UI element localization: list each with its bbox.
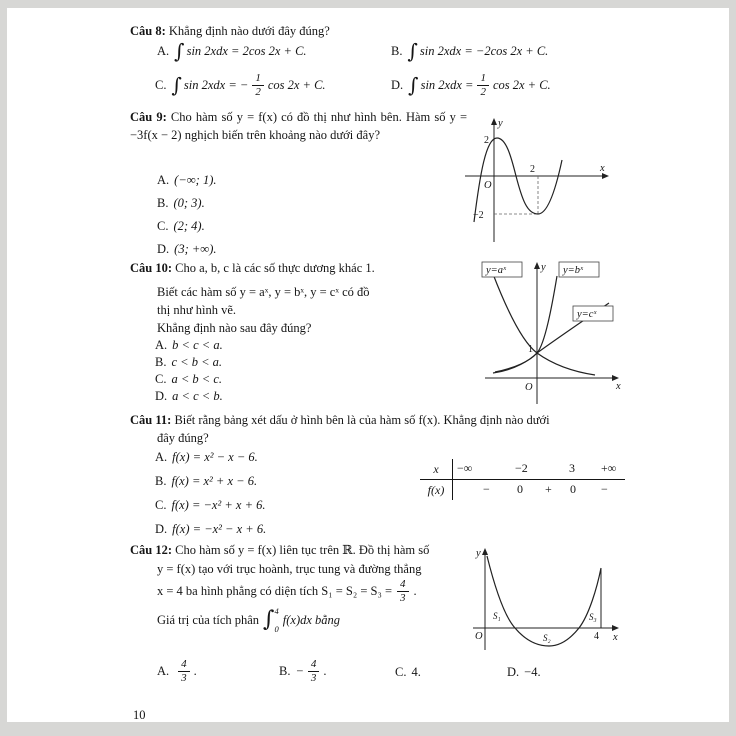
q9-option-b xyxy=(157,196,205,211)
line3-period: . xyxy=(413,584,417,599)
integral-sign: ∫ xyxy=(407,39,418,63)
option-formula: f(x) = −x² + x + 6. xyxy=(171,498,266,512)
q9-option-c xyxy=(157,219,205,234)
option-formula: f(x) = x² − x − 6. xyxy=(172,450,258,464)
q8-option-a xyxy=(157,41,307,61)
x-axis-label: x xyxy=(600,163,605,174)
origin-label: O xyxy=(475,631,483,642)
q12-label: Câu 12: xyxy=(130,543,173,557)
option-text: b < c < a. xyxy=(172,338,223,352)
fraction xyxy=(477,72,489,98)
y-min-tick: −2 xyxy=(473,210,484,221)
q12-line1: Cho hàm số y = f(x) liên tục trên ℝ. Đồ thị hàm số xyxy=(175,543,430,557)
integral-bounds xyxy=(275,606,279,634)
option-text: (2; 4). xyxy=(173,219,205,233)
option-letter: B. xyxy=(155,355,167,369)
option-text: 4. xyxy=(411,665,421,679)
option-period: . xyxy=(323,663,327,678)
y-max-tick: 2 xyxy=(484,135,489,146)
option-letter: C. xyxy=(395,665,407,679)
y-axis-label: y xyxy=(476,548,481,559)
q10-option-b xyxy=(155,355,222,370)
fraction xyxy=(178,658,190,684)
option-text: a < b < c. xyxy=(171,372,223,386)
fraction xyxy=(397,578,409,604)
region-s1-label: S₁ xyxy=(493,611,501,621)
sign-minus: − xyxy=(483,482,490,496)
q9-option-d xyxy=(157,242,217,257)
q12-area-graph xyxy=(465,544,627,656)
q10-option-c xyxy=(155,372,222,387)
option-letter: D. xyxy=(507,665,520,679)
q12-option-a xyxy=(157,658,197,684)
q11-option-d xyxy=(155,522,266,537)
option-formula: sin 2xdx = − xyxy=(183,77,249,92)
y-axis-label: y xyxy=(541,262,546,273)
option-text: a < c < b. xyxy=(172,389,223,403)
y-axis-label: y xyxy=(498,118,503,129)
q10-line2: thị như hình vẽ. xyxy=(157,303,236,317)
option-text: (−∞; 1). xyxy=(174,173,217,187)
q11-text1: Biết rằng bảng xét dấu ở hình bên là của hàm số f(x). Khẳng định nào dưới xyxy=(174,413,550,427)
sign-cells xyxy=(453,480,625,500)
x-axis-label: x xyxy=(616,381,621,392)
option-letter: C. xyxy=(155,498,167,512)
q9-label: Câu 9: xyxy=(130,110,167,124)
q12-line3 xyxy=(157,578,417,604)
document-page xyxy=(7,8,729,722)
origin-label: O xyxy=(484,180,492,191)
q9-option-a xyxy=(157,173,217,188)
x-axis-label: x xyxy=(613,632,618,643)
fraction-denominator: 3 xyxy=(308,671,320,685)
option-text: −4. xyxy=(524,665,541,679)
line4-text: Giá trị của tích phân xyxy=(157,613,260,627)
fraction xyxy=(252,72,264,98)
unit-tick: 1 xyxy=(528,344,533,355)
q9-cubic-graph xyxy=(459,114,614,248)
definite-integral xyxy=(263,606,279,634)
option-formula: sin 2xdx = 2cos 2x + C. xyxy=(186,43,307,58)
x-tick-4: 4 xyxy=(594,631,599,642)
option-letter: A. xyxy=(157,173,170,187)
option-text: c < b < a. xyxy=(171,355,223,369)
q12-line2: y = f(x) tạo với trục hoành, trục tung và đường thẳng xyxy=(157,562,422,576)
sign-plus: + xyxy=(545,482,552,496)
function-label: f(x) xyxy=(420,480,453,500)
q12-option-d xyxy=(507,665,541,680)
x-tick: 2 xyxy=(530,164,535,175)
line3-text: x = 4 ba hình phẳng có diện tích S₁ = S₂ = S₃ = xyxy=(157,584,393,599)
option-formula: cos 2x + C. xyxy=(267,77,326,92)
fraction-denominator: 3 xyxy=(178,671,190,685)
option-letter: B. xyxy=(157,196,169,210)
option-formula: cos 2x + C. xyxy=(492,77,551,92)
cell-neg-inf: −∞ xyxy=(457,461,473,475)
option-letter: A. xyxy=(157,43,170,58)
region-s3-label: S₃ xyxy=(589,612,597,622)
curve-b-label: y=bˣ xyxy=(563,265,583,276)
q8-option-d xyxy=(391,72,551,98)
integral-sign: ∫ xyxy=(174,39,185,63)
upper-bound: 4 xyxy=(274,606,279,616)
fraction-denominator: 3 xyxy=(397,591,409,605)
q11-option-a xyxy=(155,450,258,465)
option-formula: f(x) = −x² − x + 6. xyxy=(172,522,267,536)
integrand: f(x)dx bằng xyxy=(282,613,341,627)
sign-table xyxy=(420,459,625,500)
option-letter: C. xyxy=(157,219,169,233)
q12-heading xyxy=(130,541,429,559)
option-sign: − xyxy=(295,663,304,678)
lower-bound: 0 xyxy=(274,623,279,634)
option-letter: B. xyxy=(279,663,291,678)
q11-option-c xyxy=(155,498,266,513)
option-letter: A. xyxy=(155,450,168,464)
q11-text2: đây đúng? xyxy=(157,431,209,445)
option-text: (3; +∞). xyxy=(174,242,217,256)
fraction-denominator: 2 xyxy=(252,85,264,99)
option-letter: D. xyxy=(155,389,168,403)
q10-intro: Cho a, b, c là các số thực dương khác 1. xyxy=(175,261,375,275)
q12-option-c xyxy=(395,665,421,680)
q10-option-a xyxy=(155,338,223,353)
q10-heading xyxy=(130,259,375,277)
q8-option-c xyxy=(155,72,326,98)
q11-heading xyxy=(130,411,550,429)
curve-a-label: y=aˣ xyxy=(486,265,506,276)
cell-3: 3 xyxy=(569,461,575,475)
option-letter: D. xyxy=(391,77,404,92)
option-letter: D. xyxy=(157,242,170,256)
option-formula: f(x) = x² + x − 6. xyxy=(171,474,258,488)
integral-sign: ∫ xyxy=(408,73,419,98)
cell-pos-inf: +∞ xyxy=(601,461,617,475)
option-letter: A. xyxy=(157,663,170,678)
fraction xyxy=(308,658,320,684)
variable-label: x xyxy=(420,459,453,479)
fraction-numerator: 4 xyxy=(181,658,187,670)
option-letter: B. xyxy=(391,43,403,58)
option-period: . xyxy=(193,663,197,678)
curve-c-label: y=cˣ xyxy=(577,309,597,320)
sign-minus: − xyxy=(601,482,608,496)
integral-sign: ∫ xyxy=(263,607,275,632)
q9-statement xyxy=(130,108,467,144)
origin-label: O xyxy=(525,382,533,393)
q10-option-d xyxy=(155,389,223,404)
option-letter: C. xyxy=(155,77,167,92)
q10-line3: Khẳng định nào sau đây đúng? xyxy=(157,321,312,335)
integral-sign: ∫ xyxy=(171,73,182,98)
sign-zero: 0 xyxy=(570,482,576,496)
option-letter: A. xyxy=(155,338,168,352)
page-number: 10 xyxy=(133,708,146,722)
option-letter: B. xyxy=(155,474,167,488)
option-formula: sin 2xdx = −2cos 2x + C. xyxy=(419,43,549,58)
q8-prompt: Khẳng định nào dưới đây đúng? xyxy=(168,24,330,38)
fraction-numerator: 4 xyxy=(310,658,317,670)
q11-label: Câu 11: xyxy=(130,413,172,427)
fraction-numerator: 4 xyxy=(400,578,406,590)
sign-table-header-row xyxy=(420,459,625,480)
fraction-denominator: 2 xyxy=(477,85,489,99)
q10-line1: Biết các hàm số y = aˣ, y = bˣ, y = cˣ có đồ xyxy=(157,285,370,299)
q12-line4 xyxy=(157,606,340,634)
option-letter: C. xyxy=(155,372,167,386)
q8-label: Câu 8: xyxy=(130,24,166,38)
q10-exponential-graph xyxy=(475,256,625,408)
fraction-numerator: 1 xyxy=(480,72,486,84)
header-cells xyxy=(453,459,625,479)
q8-option-b xyxy=(391,41,548,61)
q8-heading xyxy=(130,22,330,40)
q11-option-b xyxy=(155,474,257,489)
cell-minus-2: −2 xyxy=(515,461,528,475)
sign-table-value-row xyxy=(420,480,625,500)
option-letter: D. xyxy=(155,522,168,536)
region-s2-label: S₂ xyxy=(543,633,551,643)
option-formula: sin 2xdx = xyxy=(420,77,474,92)
fraction-numerator: 1 xyxy=(255,72,261,84)
sign-zero: 0 xyxy=(517,482,523,496)
q9-text: Cho hàm số y = f(x) có đồ thị như hình bên. Hàm số y = −3f(x − 2) nghịch biến trên khoảng nào dưới đây? xyxy=(130,110,468,142)
option-text: (0; 3). xyxy=(173,196,205,210)
q12-option-b xyxy=(279,658,327,684)
q10-label: Câu 10: xyxy=(130,261,173,275)
